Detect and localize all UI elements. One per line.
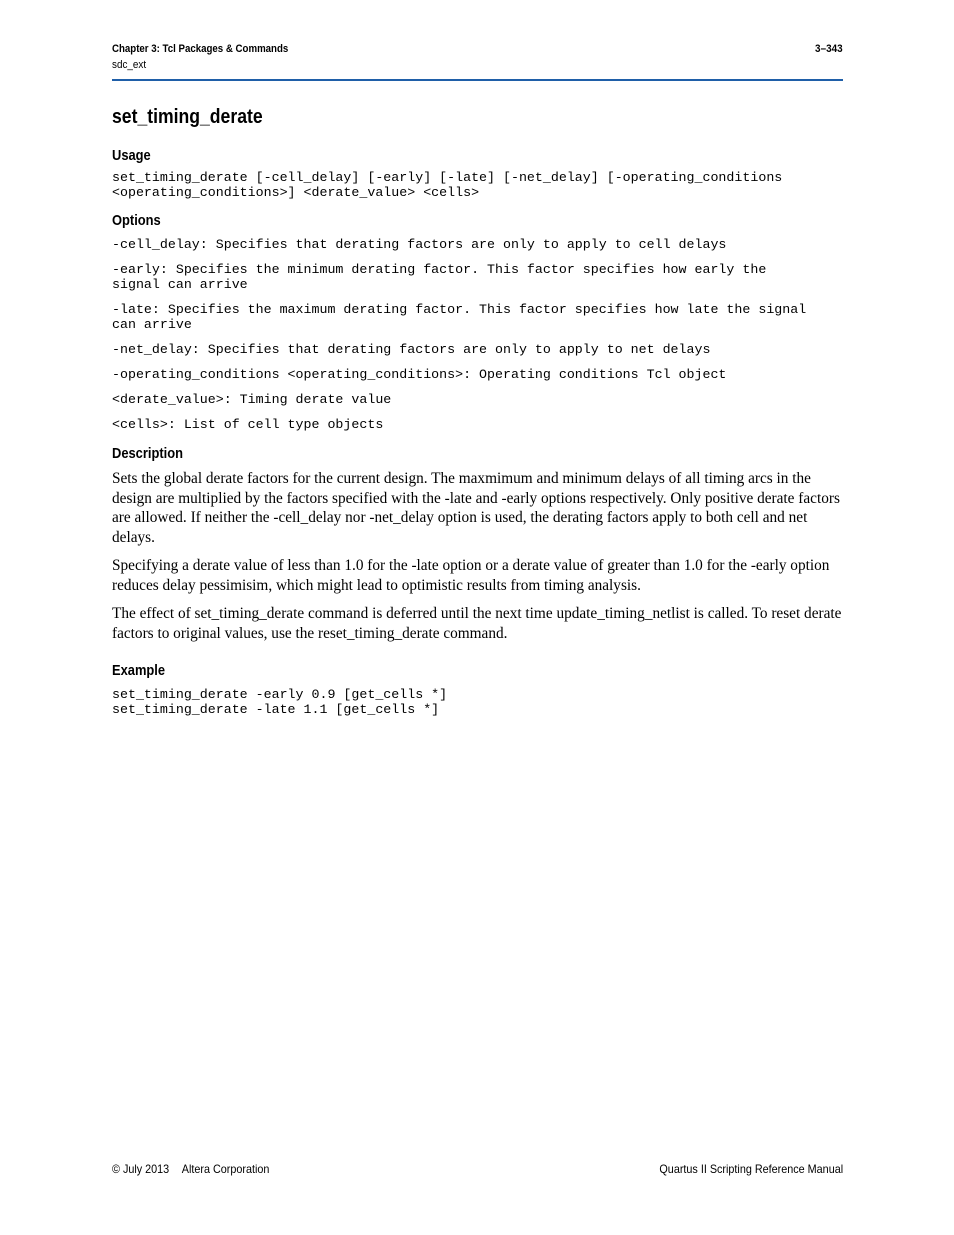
- option-early: -early: Specifies the minimum derating factor. This factor specifies how early the signal can arrive: [112, 262, 767, 292]
- usage-line: <operating_conditions>] <derate_value> <cells>: [112, 185, 480, 200]
- page-content: [112, 104, 843, 717]
- description-paragraph: The effect of set_timing_derate command is deferred until the next time update_timing_netlist is called. To reset derate factors to original values, use the reset_timing_derate command.: [112, 605, 842, 642]
- options-list: [112, 237, 843, 432]
- footer-left: [112, 1162, 269, 1176]
- page-header: [112, 43, 843, 81]
- page-title: set_timing_derate: [112, 106, 263, 128]
- footer-company: Altera Corporation: [181, 1162, 270, 1176]
- header-page-number: 3–343: [815, 43, 843, 55]
- option-net-delay: -net_delay: Specifies that derating factors are only to apply to net delays: [112, 342, 711, 357]
- option-cells: <cells>: List of cell type objects: [112, 417, 384, 432]
- example-line: set_timing_derate -early 0.9 [get_cells *]: [112, 687, 448, 702]
- option-late: -late: Specifies the maximum derating factor. This factor specifies how late the signal can arrive: [112, 302, 807, 332]
- usage-code: [112, 170, 843, 200]
- page-footer: [112, 1162, 843, 1178]
- header-subsection: sdc_ext: [112, 59, 147, 71]
- option-derate-value: <derate_value>: Timing derate value: [112, 392, 392, 407]
- usage-line: set_timing_derate [-cell_delay] [-early] [-late] [-net_delay] [-operating_conditions: [112, 170, 783, 185]
- option-cell-delay: -cell_delay: Specifies that derating factors are only to apply to cell delays: [112, 237, 727, 252]
- description-paragraph: Sets the global derate factors for the current design. The maxmimum and minimum delays of all timing arcs in the design are multiplied by the factors specified with the -late and -early options respectively. Only positive derate factors are allowed. If neither the -cell_delay nor -net_delay option is used, the derating factors apply to both cell and net delays.: [112, 470, 840, 546]
- options-heading: Options: [112, 212, 161, 229]
- usage-heading: Usage: [112, 147, 151, 164]
- footer-manual-title: Quartus II Scripting Reference Manual: [659, 1162, 843, 1176]
- example-line: set_timing_derate -late 1.1 [get_cells *]: [112, 702, 440, 717]
- description-heading: Description: [112, 445, 183, 462]
- header-chapter: Chapter 3: Tcl Packages & Commands: [112, 43, 289, 55]
- description-body: [112, 469, 843, 643]
- example-code: [112, 687, 843, 717]
- example-heading: Example: [112, 662, 166, 679]
- option-operating-conditions: -operating_conditions <operating_conditions>: Operating conditions Tcl object: [112, 367, 727, 382]
- footer-date: © July 2013: [112, 1162, 170, 1176]
- description-paragraph: Specifying a derate value of less than 1.0 for the -late option or a derate value of greater than 1.0 for the -early option reduces delay pessimisim, which might lead to optimistic results from timing analysis.: [112, 557, 830, 594]
